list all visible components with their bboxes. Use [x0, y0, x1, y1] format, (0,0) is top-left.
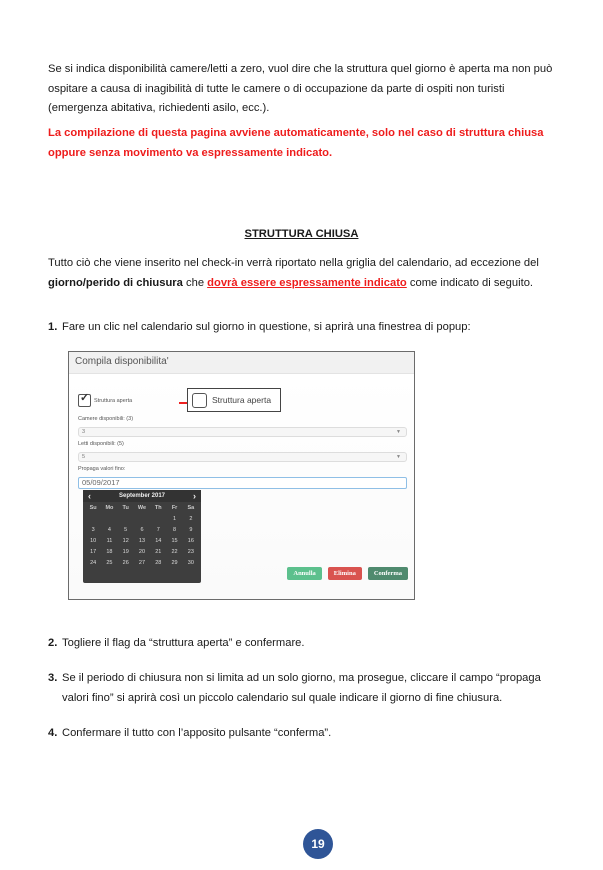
calendar-day[interactable]: 21 [155, 549, 162, 555]
calendar-empty-cell [134, 515, 150, 524]
next-month-icon[interactable]: › [193, 491, 196, 501]
calendar-day[interactable]: 19 [122, 549, 129, 555]
calendar-day[interactable]: 2 [189, 516, 193, 522]
calendar-day[interactable]: 23 [187, 549, 194, 555]
calendar-day[interactable]: 14 [155, 538, 162, 544]
datepicker [83, 490, 201, 583]
popup-buttons [287, 567, 408, 580]
camere-label: Camere disponibili: (3) [78, 416, 134, 422]
step-text: Confermare il tutto con l’apposito pulsante “conferma”. [62, 727, 332, 739]
weekday-label: Th [154, 505, 162, 511]
step-text: Togliere il flag da “struttura aperta” e confermare. [62, 637, 305, 649]
step-text: Se il periodo di chiusura non si limita ad un solo giorno, ma prosegue, cliccare il campo “propaga valori fino” si aprirà così un piccolo calendario sul quale indicare il giorno di fine chiusura. [62, 672, 541, 704]
calendar-empty-cell [118, 515, 134, 524]
calendar-day[interactable]: 9 [189, 527, 193, 533]
calendar-day[interactable]: 29 [171, 560, 178, 566]
section-heading: STRUTTURA CHIUSA [244, 228, 359, 240]
step-number: 4. [48, 727, 58, 739]
unchecked-callout [187, 388, 281, 412]
step-1 [48, 318, 568, 338]
calendar-day[interactable]: 3 [91, 527, 95, 533]
step-number: 3. [48, 672, 58, 684]
camere-select[interactable] [78, 427, 407, 437]
letti-select[interactable] [78, 452, 407, 462]
section-text-1: Tutto ciò che viene inserito nel check-in verrà riportato nella griglia del calendario, ad eccezione del [48, 257, 539, 269]
section-text-3: come indicato di seguito. [406, 276, 534, 289]
annulla-button[interactable]: Annulla [287, 567, 321, 580]
calendar-day[interactable]: 12 [122, 538, 129, 544]
step-3 [48, 669, 568, 708]
calendar-day[interactable]: 26 [122, 560, 129, 566]
calendar-day[interactable]: 6 [140, 527, 144, 533]
checkmark-icon: ✓ [80, 392, 90, 404]
datepicker-grid [83, 502, 201, 568]
weekday-label: We [137, 505, 147, 511]
intro-paragraph: Se si indica disponibilità camere/letti a zero, vuol dire che la struttura quel giorno è aperta ma non può ospitare a causa di inagibilità di tutte le camere o di occupazione da parte di ospiti non turisti (emergenza abitativa, richiedenti asilo, ecc.). [48, 63, 553, 114]
warning-text: La compilazione di questa pagina avviene automaticamente, solo nel caso di struttura chiusa oppure senza movimento va espressamente indicato. [48, 127, 544, 159]
step-4 [48, 724, 568, 744]
popup-window [68, 351, 415, 600]
section-bold-text: giorno/perido di chiusura [48, 276, 183, 289]
calendar-day[interactable]: 11 [106, 538, 113, 544]
conferma-button[interactable]: Conferma [368, 567, 408, 580]
calendar-day[interactable]: 24 [90, 560, 97, 566]
elimina-button[interactable]: Elimina [328, 567, 362, 580]
calendar-day[interactable]: 17 [90, 549, 97, 555]
weekday-label: Tu [122, 505, 129, 511]
weekday-label: Sa [187, 505, 195, 511]
calendar-day[interactable]: 16 [187, 538, 194, 544]
datepicker-month-title[interactable]: September 2017 [118, 493, 166, 499]
unchecked-checkbox-icon [192, 393, 207, 408]
weekday-label: Mo [105, 505, 114, 511]
calendar-day[interactable]: 4 [107, 527, 111, 533]
popup-title: Compila disponibilita' [69, 352, 414, 374]
calendar-empty-cell [85, 515, 101, 524]
calendar-day[interactable]: 18 [106, 549, 113, 555]
calendar-day[interactable]: 28 [155, 560, 162, 566]
struttura-aperta-checkbox[interactable] [78, 394, 91, 407]
calendar-day[interactable]: 10 [90, 538, 97, 544]
calendar-day[interactable]: 20 [138, 549, 146, 555]
calendar-day[interactable]: 13 [138, 538, 146, 544]
section-text-2: che [182, 276, 208, 289]
datepicker-header [83, 490, 201, 502]
propaga-label: Propaga valori fino: [78, 466, 126, 472]
step-number: 1. [48, 321, 58, 333]
calendar-day[interactable]: 25 [106, 560, 113, 566]
callout-label: Struttura aperta [212, 395, 272, 405]
calendar-day[interactable]: 22 [171, 549, 178, 555]
calendar-day[interactable]: 8 [173, 527, 177, 533]
section-red-link: dovrà essere espressamente indicato [207, 276, 407, 289]
calendar-day[interactable]: 27 [138, 560, 146, 566]
step-2 [48, 634, 568, 654]
calendar-day[interactable]: 30 [187, 560, 194, 566]
camere-value: 3 [82, 429, 86, 435]
step-text: Fare un clic nel calendario sul giorno in questione, si aprirà una finestrea di popup: [62, 321, 471, 333]
calendar-empty-cell [150, 515, 166, 524]
caret-down-icon: ▼ [396, 429, 401, 435]
calendar-day[interactable]: 1 [173, 516, 177, 522]
calendar-day[interactable]: 7 [156, 527, 160, 533]
caret-down-icon: ▼ [396, 454, 401, 460]
letti-value: 5 [82, 454, 86, 460]
page-number-badge: 19 [303, 829, 333, 859]
calendar-empty-cell [101, 515, 117, 524]
step-number: 2. [48, 637, 58, 649]
struttura-aperta-label: Struttura aperta [94, 397, 133, 404]
propaga-date-input[interactable]: 05/09/2017 [78, 477, 407, 489]
calendar-day[interactable]: 15 [171, 538, 178, 544]
struttura-aperta-checkbox-row[interactable] [78, 394, 132, 407]
prev-month-icon[interactable]: ‹ [88, 491, 91, 501]
letti-label: Letti disponibili: (5) [78, 441, 124, 447]
calendar-day[interactable]: 5 [124, 527, 128, 533]
section-paragraph [48, 254, 563, 293]
weekday-label: Fr [171, 505, 178, 511]
weekday-label: Su [89, 505, 97, 511]
